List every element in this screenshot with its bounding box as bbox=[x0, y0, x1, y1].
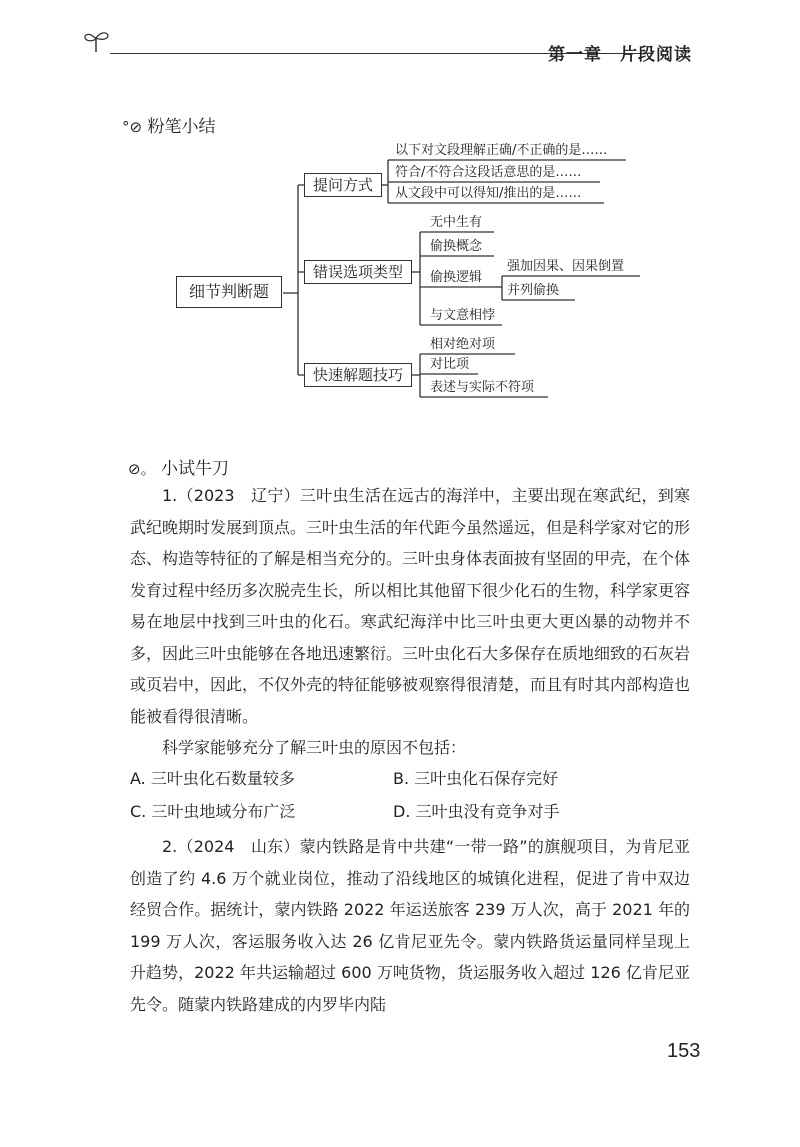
practice-title: 小试牛刀 bbox=[160, 459, 229, 479]
leaf-tip-1: 相对绝对项 bbox=[430, 337, 496, 352]
option-c: C. 三叶虫地域分布广泛 bbox=[130, 802, 296, 821]
question-1-passage: 1.（2023 辽宁）三叶虫生活在远古的海洋中，主要出现在寒武纪，到寒武纪晚期时发展到顶点。三叶虫生活的年代距今虽然遥远，但是科学家对它的形态、构造等特征的了解是相当充分的。三叶虫身体表面披有坚固的甲壳，在个体发育过程中经历多次脱壳生长，所以相比其他留下很少化石的生物，科学家更容易在地层中找到三叶虫的化石。寒武纪海洋中比三叶虫更大更凶暴的动物并不多，因此三叶虫能够在各地迅速繁衍。三叶虫化石大多保存在质地细致的石灰岩或页岩中，因此，不仅外壳的特征能够被观察得很清楚，而且有时其内部构造也能被看得很清晰。 bbox=[130, 486, 690, 726]
practice-heading bbox=[128, 454, 229, 479]
branch-question-style: 提问方式 bbox=[304, 173, 382, 197]
leaf-tip-2: 对比项 bbox=[430, 357, 470, 372]
option-b: B. 三叶虫化石保存完好 bbox=[393, 769, 559, 788]
branch-quick-tips: 快速解题技巧 bbox=[304, 363, 412, 387]
leaf-tip-3: 表述与实际不符项 bbox=[430, 380, 535, 395]
leaf-error-2: 偷换概念 bbox=[430, 239, 483, 254]
option-d: D. 三叶虫没有竞争对手 bbox=[393, 802, 560, 821]
question-2-passage: 2.（2024 山东）蒙内铁路是肯中共建“一带一路”的旗舰项目，为肯尼亚创造了约 4.6 万个就业岗位，推动了沿线地区的城镇化进程，促进了肯中双边经贸合作。据统计，蒙内铁路 2022 年运送旅客 239 万人次，高于 2021 年的 199 万人次，客运服务收入达 26 亿肯尼亚先令。蒙内铁路货运量同样呈现上升趋势，2022 年共运输超过 600 万吨货物，货运服务收入超过 126 亿肯尼亚先令。随蒙内铁路建成的内罗毕内陆 bbox=[130, 837, 690, 1014]
question-1-stem: 科学家能够充分了解三叶虫的原因不包括： bbox=[162, 738, 467, 757]
leaf-error-1: 无中生有 bbox=[430, 215, 483, 230]
leaf-logic-1: 强加因果、因果倒置 bbox=[507, 259, 625, 274]
leaf-error-4: 与文意相悖 bbox=[430, 308, 496, 323]
chapter-label: 第一章 片段阅读 bbox=[548, 45, 692, 65]
leaf-error-3: 偷换逻辑 bbox=[430, 270, 483, 285]
branch-error-types: 错误选项类型 bbox=[304, 260, 412, 284]
summary-title: 粉笔小结 bbox=[147, 117, 216, 137]
leaf-question-2: 符合/不符合这段话意思的是…… bbox=[395, 165, 582, 180]
pencil-icon: °⊘ bbox=[122, 118, 143, 136]
pencil-icon: ⊘。 bbox=[128, 460, 156, 478]
leaf-question-1: 以下对文段理解正确/不正确的是…… bbox=[395, 143, 608, 158]
page-number: 153 bbox=[667, 1040, 701, 1062]
leaf-question-3: 从文段中可以得知/推出的是…… bbox=[395, 186, 582, 201]
leaf-logic-2: 并列偷换 bbox=[507, 283, 560, 298]
option-a: A. 三叶虫化石数量较多 bbox=[130, 769, 295, 788]
mindmap-root: 细节判断题 bbox=[176, 276, 282, 308]
